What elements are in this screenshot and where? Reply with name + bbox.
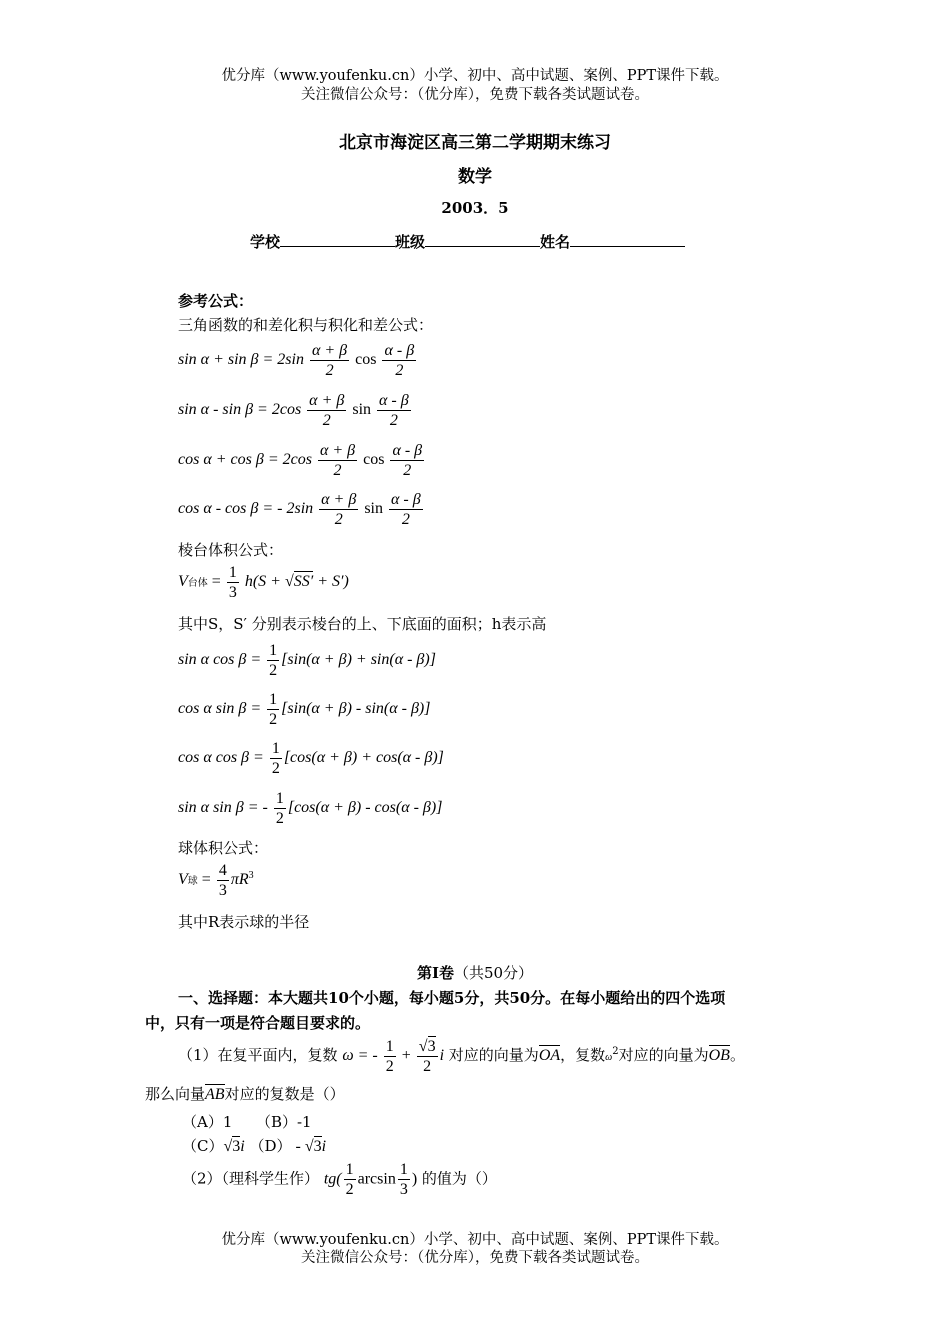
formula-sum-to-product-3: cos α + cos β = 2cos $\frac{\alpha + \beta}{2}$ cos $\frac{\alpha - \beta}{2}$ <box>178 442 423 479</box>
exam-date: 2003．5 <box>441 199 509 217</box>
name-label: 姓名 <box>540 233 571 251</box>
vector-ob: OB <box>708 1047 730 1064</box>
class-label: 班级 <box>395 233 426 251</box>
exam-subject: 数学 <box>458 167 492 187</box>
school-label: 学校 <box>250 233 281 251</box>
school-blank[interactable] <box>280 232 395 247</box>
footer-line-1: 优分库（www.youfenku.cn）小学、初中、高中试题、案例、PPT课件下载。 <box>221 1232 729 1248</box>
frustum-note: 其中S，S′ 分别表示棱台的上、下底面的面积；h表示高 <box>178 615 547 633</box>
option-c[interactable]: （C）√3i <box>182 1137 245 1155</box>
trig-heading: 三角函数的和差化积与积化和差公式： <box>178 316 434 334</box>
question-1-options-cd <box>182 1135 326 1156</box>
formula-frustum-volume: V台体 = $\frac{1}{3}$ h(S + √SS′ + S′) <box>178 564 349 601</box>
formula-sum-to-product-4: cos α - cos β = - 2sin $\frac{\alpha + \beta}{2}$ sin $\frac{\alpha - \beta}{2}$ <box>178 491 421 528</box>
question-1-stem-line2: 那么向量AB对应的复数是（） <box>145 1085 345 1103</box>
formula-sum-to-product-1: sin α + sin β = 2sin $\frac{\alpha + \beta}{2}$ cos $\frac{\alpha - \beta}{2}$ <box>178 342 415 379</box>
formula-sum-to-product-2: sin α - sin β = 2cos $\frac{\alpha + \beta}{2}$ sin $\frac{\alpha - \beta}{2}$ <box>178 392 409 429</box>
formulas-heading: 参考公式： <box>178 292 254 310</box>
question-1-stem: （1）在复平面内，复数 ω = - $\frac{1}{2}$ + $\frac{√3}{2}$ i 对应的向量为OA，复数$\omega^2$对应的向量为OB。 <box>178 1037 745 1075</box>
sphere-heading: 球体积公式： <box>178 839 269 857</box>
part1-instructions-line1: 一、选择题：本大题共10个小题，每小题5分，共50分。在每小题给出的四个选项 <box>178 989 726 1007</box>
part1-instructions-line2: 中，只有一项是符合题目要求的。 <box>145 1014 371 1032</box>
vector-ab: AB <box>205 1086 225 1103</box>
formula-product-to-sum-4: sin α sin β = - $\frac{1}{2}$ [cos(α + β) - cos(α - β)] <box>178 790 443 827</box>
formula-product-to-sum-2: cos α sin β = $\frac{1}{2}$ [sin(α + β) - sin(α - β)] <box>178 691 431 728</box>
header-line-2: 关注微信公众号：（优分库），免费下载各类试题试卷。 <box>301 87 649 103</box>
question-2-stem: （2）（理科学生作） tg( $\frac{1}{2}$ arcsin $\frac{1}{3}$ ) 的值为（） <box>182 1161 497 1198</box>
footer-line-2: 关注微信公众号：（优分库），免费下载各类试题试卷。 <box>301 1250 649 1266</box>
option-b[interactable]: （B）-1 <box>255 1113 312 1131</box>
formula-product-to-sum-1: sin α cos β = $\frac{1}{2}$ [sin(α + β) + sin(α - β)] <box>178 642 436 679</box>
exam-title: 北京市海淀区高三第二学期期末练习 <box>339 133 611 153</box>
header-line-1: 优分库（www.youfenku.cn）小学、初中、高中试题、案例、PPT课件下载。 <box>221 68 729 84</box>
question-1-options-ab <box>182 1111 312 1132</box>
part1-title: 第Ⅰ卷（共50分） <box>416 964 534 982</box>
vector-oa: OA <box>538 1047 561 1064</box>
sphere-note: 其中R表示球的半径 <box>178 913 310 931</box>
frustum-heading: 棱台体积公式： <box>178 541 284 559</box>
option-a[interactable]: （A）1 <box>182 1113 233 1131</box>
formula-product-to-sum-3: cos α cos β = $\frac{1}{2}$ [cos(α + β) + cos(α - β)] <box>178 740 444 777</box>
student-info-line <box>250 231 685 252</box>
class-blank[interactable] <box>425 232 540 247</box>
option-d[interactable]: （D） - √3i <box>249 1137 327 1155</box>
formula-sphere-volume: V球 = $\frac{4}{3}$ $\pi R^3$ <box>178 862 254 899</box>
name-blank[interactable] <box>570 232 685 247</box>
